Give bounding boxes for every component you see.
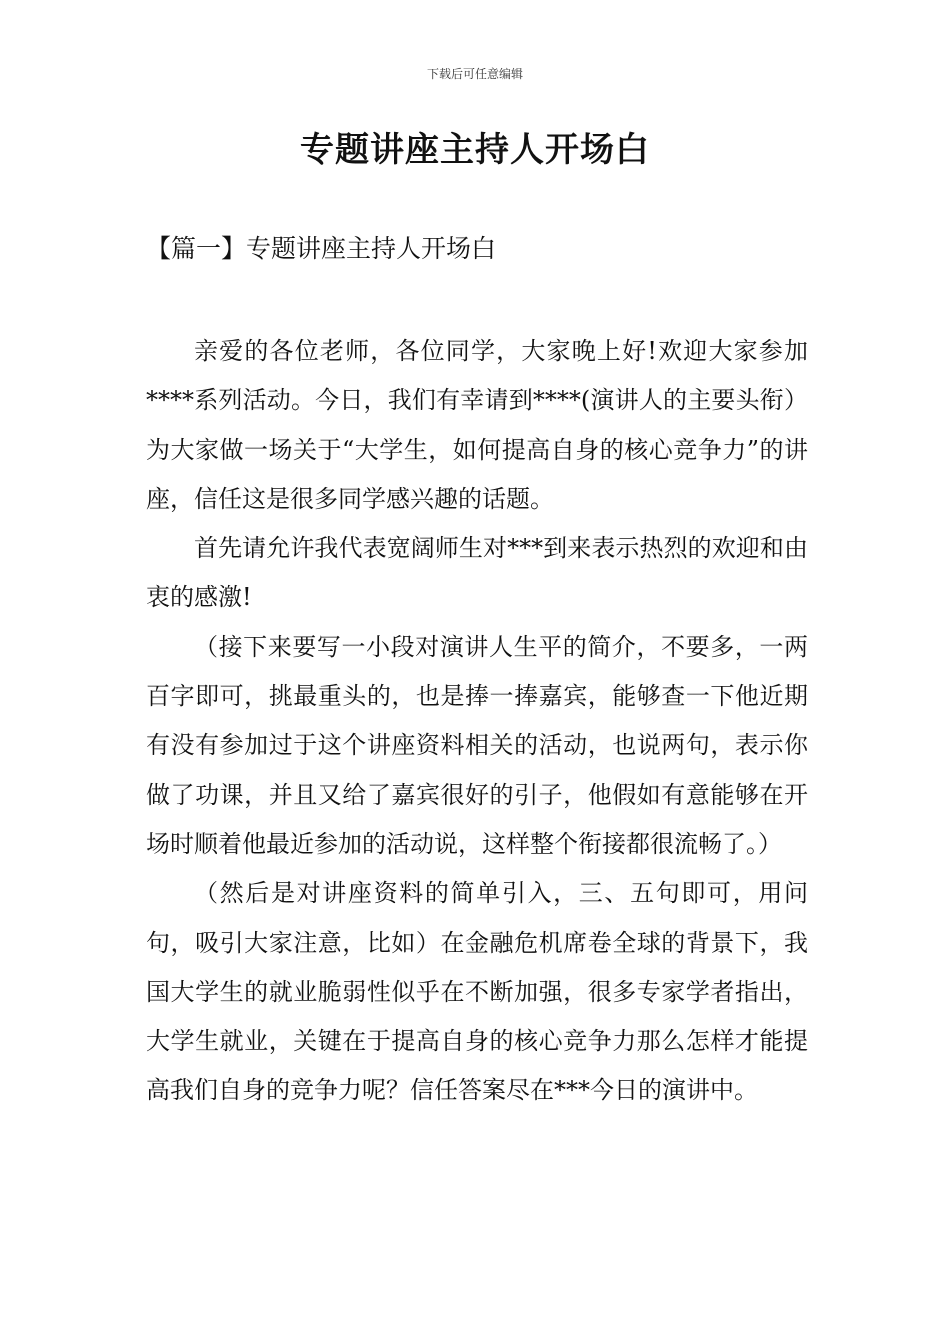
paragraph-3: （接下来要写一小段对演讲人生平的简介，不要多，一两百字即可，挑最重头的，也是捧一捧嘉宾，能够查一下他近期有没有参加过于这个讲座资料相关的活动，也说两句，表示你做了功课，并且又给了嘉宾很好的引子，他假如有意能够在开场时顺着他最近参加的活动说，这样整个衔接都很流畅了。） — [146, 632, 808, 858]
paragraph-4: （然后是对讲座资料的简单引入，三、五句即可，用问句，吸引大家注意，比如）在金融危机席卷全球的背景下，我国大学生的就业脆弱性似乎在不断加强，很多专家学者指出，大学生就业，关键在于提高自身的核心竞争力那么怎样才能提高我们自身的竞争力呢？信任答案尽在***今日的演讲中。 — [146, 879, 808, 1105]
paragraph-1: 亲爱的各位老师，各位同学，大家晚上好!欢迎大家参加****系列活动。今日，我们有幸请到****(演讲人的主要头衔）为大家做一场关于“大学生，如何提高自身的核心竞争力”的讲座，信任这是很多同学感兴趣的话题。 — [146, 337, 808, 513]
section-heading: 【篇一】专题讲座主持人开场白 — [146, 234, 497, 263]
header-note: 下载后可任意编辑 — [426, 67, 523, 81]
paragraph-2: 首先请允许我代表宽阔师生对***到来表示热烈的欢迎和由衷的感激! — [146, 534, 808, 612]
document-body — [146, 327, 808, 1116]
document-title: 专题讲座主持人开场白 — [300, 130, 650, 170]
